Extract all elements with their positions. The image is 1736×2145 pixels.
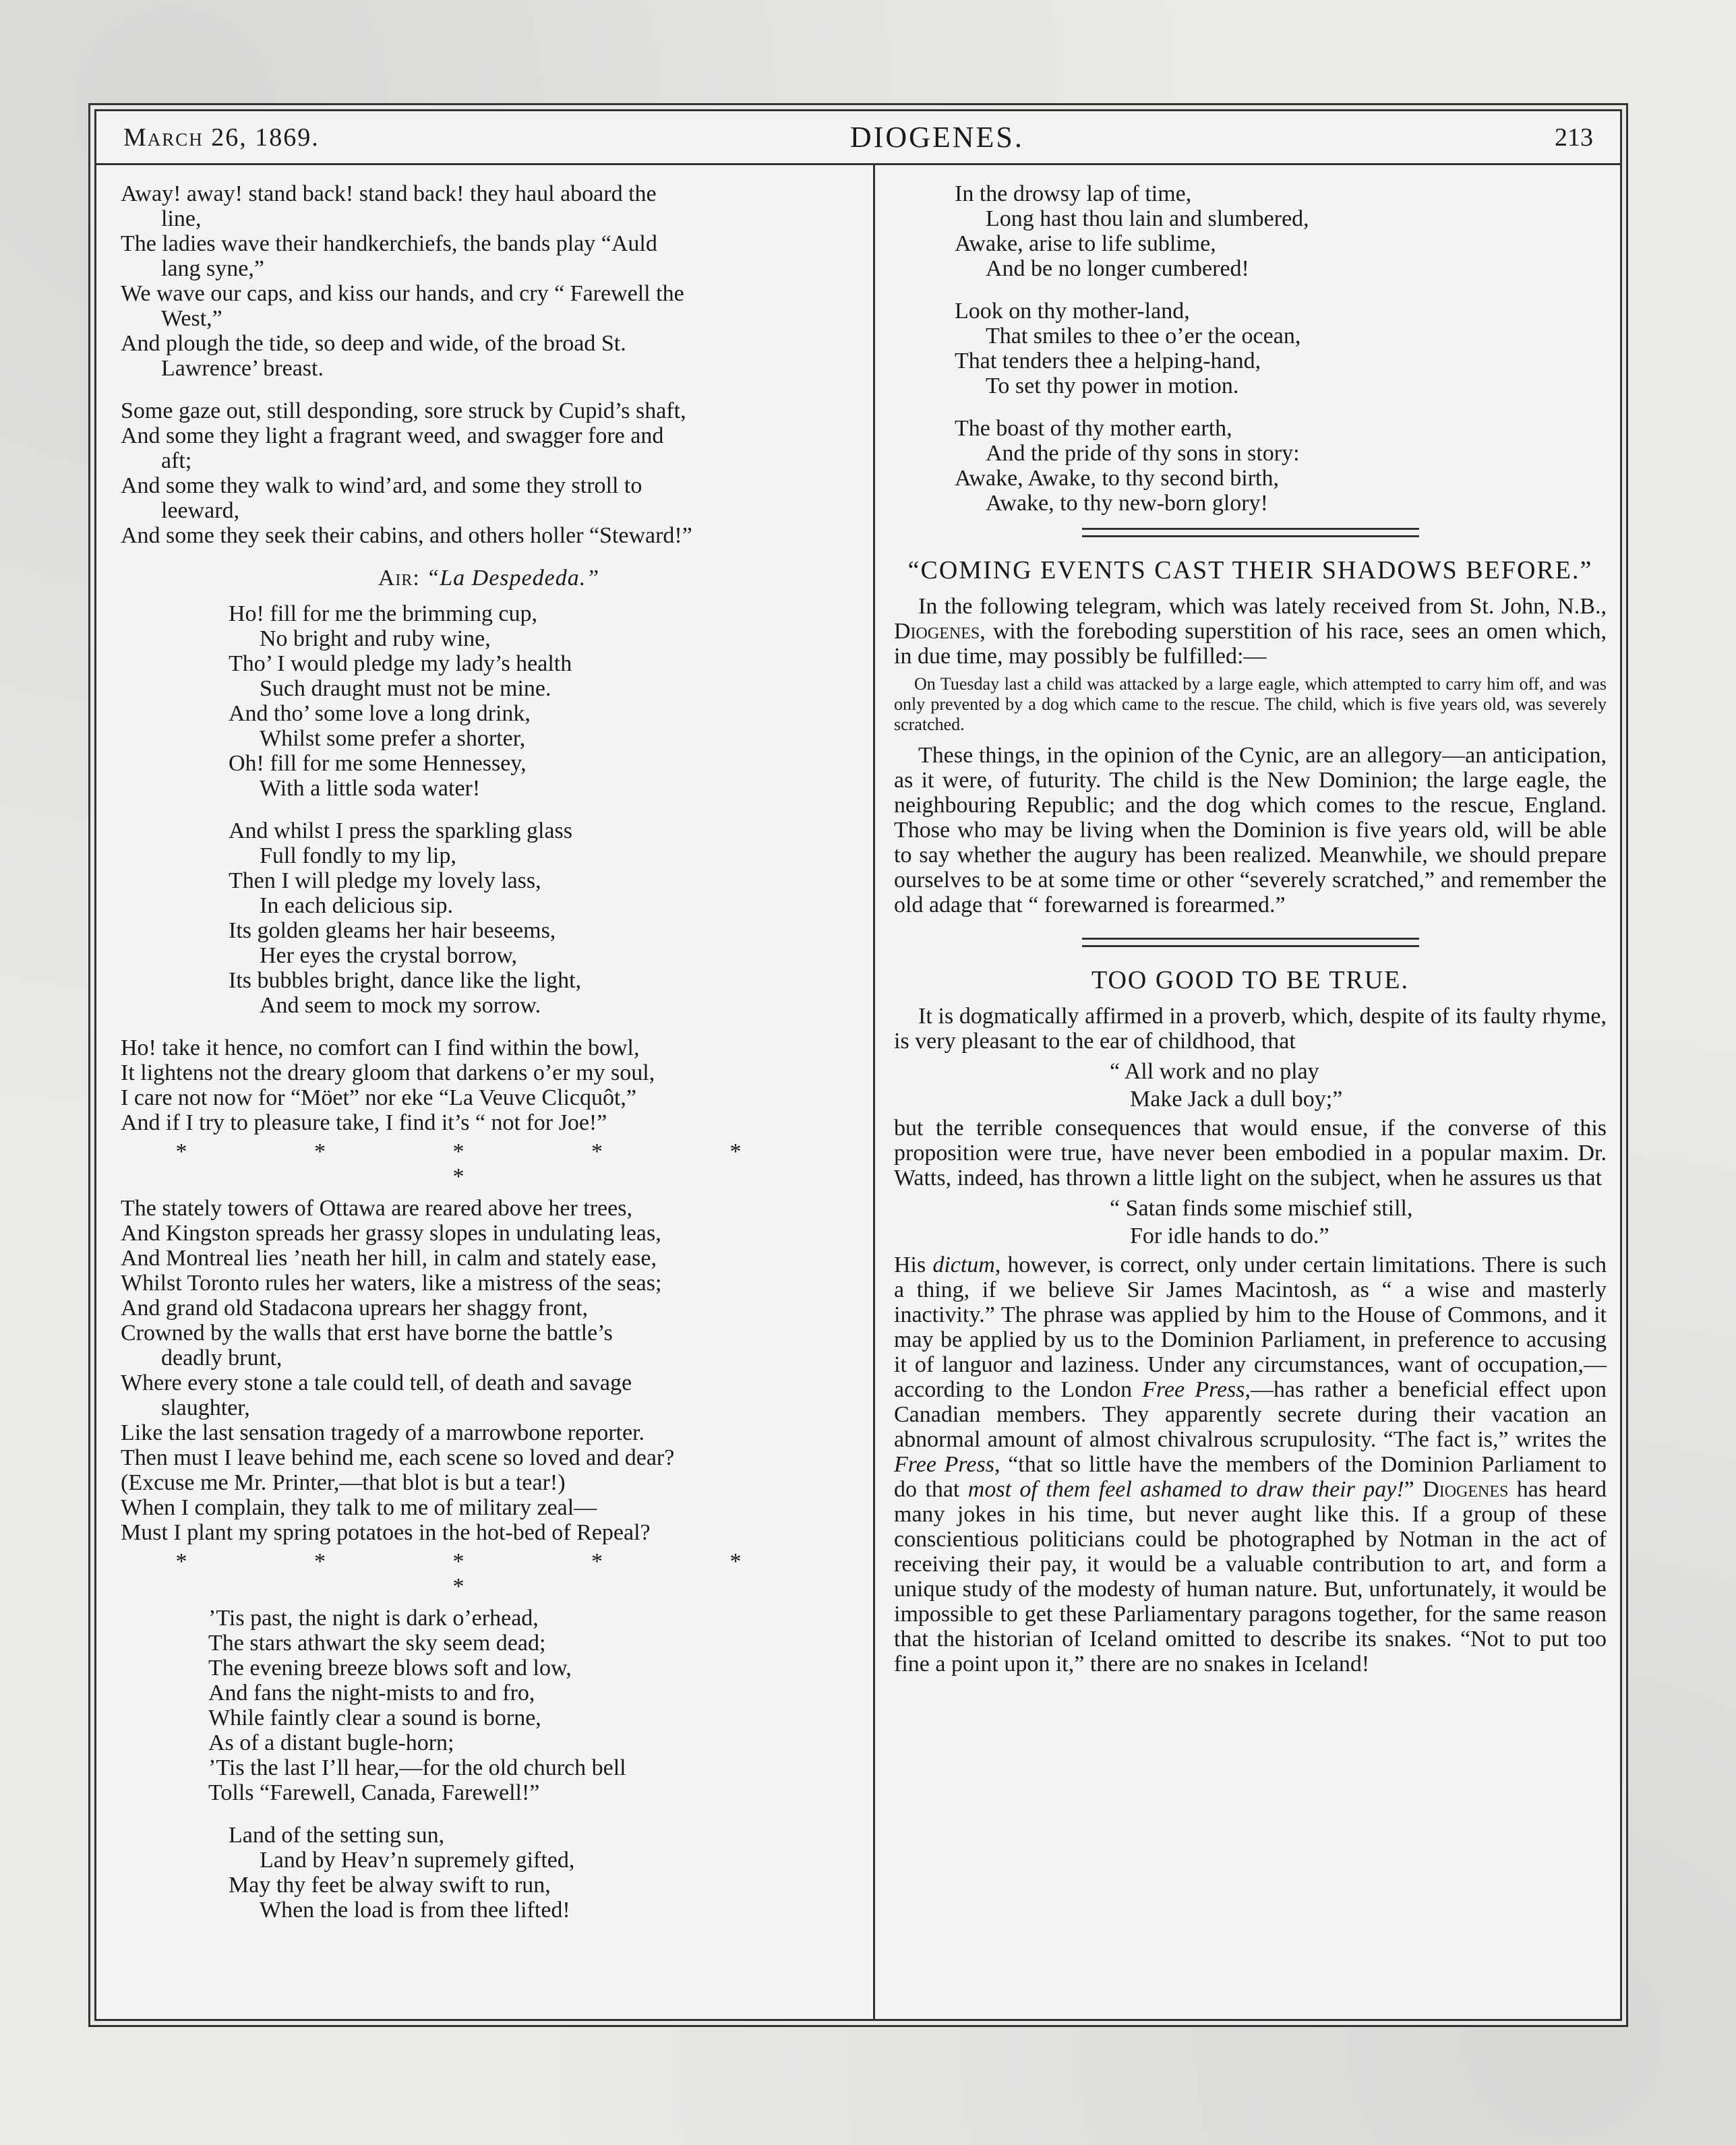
verse-line: And plough the tide, so deep and wide, of the broad St.: [121, 331, 626, 356]
verse-line: Lawrence’ breast.: [161, 356, 324, 381]
verse-line: The evening breeze blows soft and low,: [208, 1656, 572, 1681]
air-title: [121, 566, 857, 591]
right-column: [875, 165, 1620, 2019]
verse-line: The stately towers of Ottawa are reared above her trees,: [121, 1196, 632, 1221]
verse-line: And be no longer cumbered!: [986, 256, 1249, 281]
song-verse: [894, 299, 1607, 398]
verse-line: Its golden gleams her hair beseems,: [229, 918, 556, 943]
verse-line: That smiles to thee o’er the ocean,: [986, 324, 1301, 349]
section-stars: * * * * * *: [175, 1139, 802, 1189]
verse-line: To set thy power in motion.: [986, 373, 1239, 398]
verse-line: The boast of thy mother earth,: [955, 416, 1232, 441]
article-paragraph: His dictum, however, is correct, only under certain limitations. There is such a thing, if we believe Sir James Macintosh, as “ a wise and masterly inactivity.” The phrase was applied by him to the House of Commons, and it may be applied by us to the Dominion Parliament, in preference to accusing it of languor and laziness. Under any circumstances, want of occupation,—according to the London Free Press,—has rather a beneficial effect upon Canadian members. They apparently secrete during their vacation an abnormal amount of almost chivalrous scrupulosity. “The fact is,” writes the Free Press, “that so little have the members of the Dominion Parliament to do that most of them feel ashamed to draw their pay!” Diogenes has heard many jokes in his time, but never aught like this. If a group of these conscientious politicians could be photographed by Notman in the act of receiving their pay, it would be a valuable contribution to art, and form a unique study of the modesty of human nature. But, unfortunately, it would be impossible to get these Parliamentary paragons together, for the same reason that the historian of Iceland omitted to describe its snakes. “Not to put too fine a point upon it,” there are no snakes in Iceland!: [894, 1252, 1607, 1676]
verse-line: Full fondly to my lip,: [260, 843, 456, 868]
verse-line: Look on thy mother-land,: [955, 299, 1190, 324]
verse-line: West,”: [161, 306, 222, 331]
page-header: [96, 111, 1620, 165]
verse-line: I care not now for “Möet” nor eke “La Veuve Clicquôt,”: [121, 1085, 637, 1110]
verse-line: And if I try to pleasure take, I find it’s “ not for Joe!”: [121, 1110, 607, 1135]
verse-line: Her eyes the crystal borrow,: [260, 943, 518, 968]
watts-quote: “ Satan finds some mischief still,: [1110, 1196, 1413, 1221]
verse-line: Then must I leave behind me, each scene so loved and dear?: [121, 1445, 675, 1470]
article-heading: “COMING EVENTS CAST THEIR SHADOWS BEFORE.”: [907, 556, 1593, 584]
verse-line: ’Tis past, the night is dark o’erhead,: [208, 1606, 539, 1631]
page-number: 213: [1554, 123, 1593, 152]
song-verse: [121, 601, 857, 801]
verse-line: And seem to mock my sorrow.: [260, 993, 541, 1018]
section-divider: [1082, 938, 1419, 947]
verse-line: That tenders thee a helping-hand,: [955, 349, 1261, 373]
verse-line: line,: [161, 206, 202, 231]
verse-line: It lightens not the dreary gloom that darkens o’er my soul,: [121, 1060, 655, 1085]
verse-line: In the drowsy lap of time,: [955, 181, 1192, 206]
song-verse: [121, 1823, 857, 1923]
verse-line: When I complain, they talk to me of military zeal—: [121, 1495, 597, 1520]
air-label: Air:: [378, 566, 420, 591]
article-paragraph: but the terrible consequences that would ensue, if the converse of this proposition were true, have never been embodied in a popular maxim. Dr. Watts, indeed, has thrown a little light on the subject, when he assures us that: [894, 1116, 1607, 1190]
verse-line: Awake, Awake, to thy second birth,: [955, 466, 1279, 491]
proverb-quote: “ All work and no play: [1110, 1059, 1319, 1084]
song-verse: [121, 818, 857, 1018]
verse-line: Ho! fill for me the brimming cup,: [229, 601, 537, 626]
song-verse: [894, 181, 1607, 281]
verse-line: Land by Heav’n supremely gifted,: [260, 1848, 575, 1873]
verse-line: May thy feet be alway swift to run,: [229, 1873, 551, 1898]
verse-line: We wave our caps, and kiss our hands, and cry “ Farewell the: [121, 281, 684, 306]
verse-line: Like the last sensation tragedy of a marrowbone reporter.: [121, 1420, 645, 1445]
verse-line: Awake, arise to life sublime,: [955, 231, 1216, 256]
article-heading: TOO GOOD TO BE TRUE.: [1091, 966, 1410, 994]
verse-line: And some they light a fragrant weed, and swagger fore and: [121, 423, 664, 448]
issue-date: March 26, 1869.: [123, 123, 320, 152]
article-paragraph: These things, in the opinion of the Cynic, are an allegory—an anticipation, as it were, of futurity. The child is the New Dominion; the large eagle, the neighbouring Republic; and the dog which comes to the rescue, England. Those who may be living when the Dominion is five years old, will be able to say whether the augury has been realized. Meanwhile, we should prepare ourselves to be at some time or other “severely scratched,” and remember the old adage that “ forewarned is forearmed.”: [894, 743, 1607, 917]
poem-stanza: [121, 181, 857, 381]
verse-line: Long hast thou lain and slumbered,: [986, 206, 1309, 231]
verse-line: And grand old Stadacona uprears her shaggy front,: [121, 1296, 589, 1321]
verse-line: Away! away! stand back! stand back! they haul aboard the: [121, 181, 657, 206]
verse-line: As of a distant bugle-horn;: [208, 1730, 454, 1755]
verse-line: And tho’ some love a long drink,: [229, 701, 531, 726]
verse-line: Such draught must not be mine.: [260, 676, 551, 701]
verse-line: Crowned by the walls that erst have borne the battle’s: [121, 1321, 613, 1346]
air-name: “La Despededa.”: [426, 566, 600, 591]
verse-line: And some they seek their cabins, and others holler “Steward!”: [121, 523, 692, 548]
verse-line: Whilst some prefer a shorter,: [260, 726, 526, 751]
article-paragraph: It is dogmatically affirmed in a proverb, which, despite of its faulty rhyme, is very pleasant to the ear of childhood, that: [894, 1004, 1607, 1054]
verse-line: Awake, to thy new-born glory!: [986, 491, 1268, 516]
song-verse: [894, 416, 1607, 516]
verse-line: Ho! take it hence, no comfort can I find within the bowl,: [121, 1035, 640, 1060]
verse-line: The ladies wave their handkerchiefs, the bands play “Auld: [121, 231, 657, 256]
verse-line: No bright and ruby wine,: [260, 626, 491, 651]
verse-line: And whilst I press the sparkling glass: [229, 818, 572, 843]
verse-line: Then I will pledge my lovely lass,: [229, 868, 541, 893]
verse-line: ’Tis the last I’ll hear,—for the old church bell: [208, 1755, 626, 1780]
page-frame: [94, 109, 1622, 2021]
verse-line: Land of the setting sun,: [229, 1823, 445, 1848]
poem-stanza: [121, 1035, 857, 1135]
left-column: [96, 165, 875, 2019]
verse-line: The stars athwart the sky seem dead;: [208, 1631, 546, 1656]
verse-line: Where every stone a tale could tell, of death and savage: [121, 1370, 632, 1395]
watts-quote: For idle hands to do.”: [1130, 1223, 1329, 1248]
verse-line: Tho’ I would pledge my lady’s health: [229, 651, 572, 676]
verse-line: deadly brunt,: [161, 1346, 282, 1370]
verse-line: When the load is from thee lifted!: [260, 1898, 570, 1923]
verse-line: lang syne,”: [161, 256, 264, 281]
article-paragraph: In the following telegram, which was lately received from St. John, N.B., Diogenes, with the foreboding superstition of his race, sees an omen which, in due time, may possibly be fulfilled:—: [894, 594, 1607, 669]
verse-line: Oh! fill for me some Hennessey,: [229, 751, 527, 776]
verse-line: Must I plant my spring potatoes in the hot-bed of Repeal?: [121, 1520, 651, 1545]
verse-line: And fans the night-mists to and fro,: [208, 1681, 535, 1705]
verse-line: Its bubbles bright, dance like the light,: [229, 968, 582, 993]
song-verse: [121, 1606, 857, 1805]
verse-line: Tolls “Farewell, Canada, Farewell!”: [208, 1780, 540, 1805]
verse-line: leeward,: [161, 498, 240, 523]
verse-line: slaughter,: [161, 1395, 250, 1420]
verse-line: And the pride of thy sons in story:: [986, 441, 1300, 466]
verse-line: aft;: [161, 448, 192, 473]
section-divider: [1082, 528, 1419, 537]
verse-line: With a little soda water!: [260, 776, 481, 801]
verse-line: Whilst Toronto rules her waters, like a mistress of the seas;: [121, 1271, 662, 1296]
telegram-text: On Tuesday last a child was attacked by a large eagle, which attempted to carry him off, and was only prevented by a dog which came to the rescue. The child, which is five years old, was severely scratched.: [894, 674, 1607, 734]
poem-stanza: [121, 1196, 857, 1545]
section-stars: * * * * * *: [175, 1549, 802, 1599]
verse-line: In each delicious sip.: [260, 893, 454, 918]
verse-line: (Excuse me Mr. Printer,—that blot is but a tear!): [121, 1470, 566, 1495]
poem-stanza: [121, 398, 857, 548]
verse-line: And some they walk to wind’ard, and some they stroll to: [121, 473, 642, 498]
verse-line: Some gaze out, still desponding, sore struck by Cupid’s shaft,: [121, 398, 686, 423]
masthead-title: DIOGENES.: [849, 121, 1024, 154]
proverb-quote: Make Jack a dull boy;”: [1130, 1087, 1343, 1112]
verse-line: While faintly clear a sound is borne,: [208, 1705, 541, 1730]
verse-line: And Montreal lies ’neath her hill, in calm and stately ease,: [121, 1246, 657, 1271]
verse-line: And Kingston spreads her grassy slopes in undulating leas,: [121, 1221, 661, 1246]
